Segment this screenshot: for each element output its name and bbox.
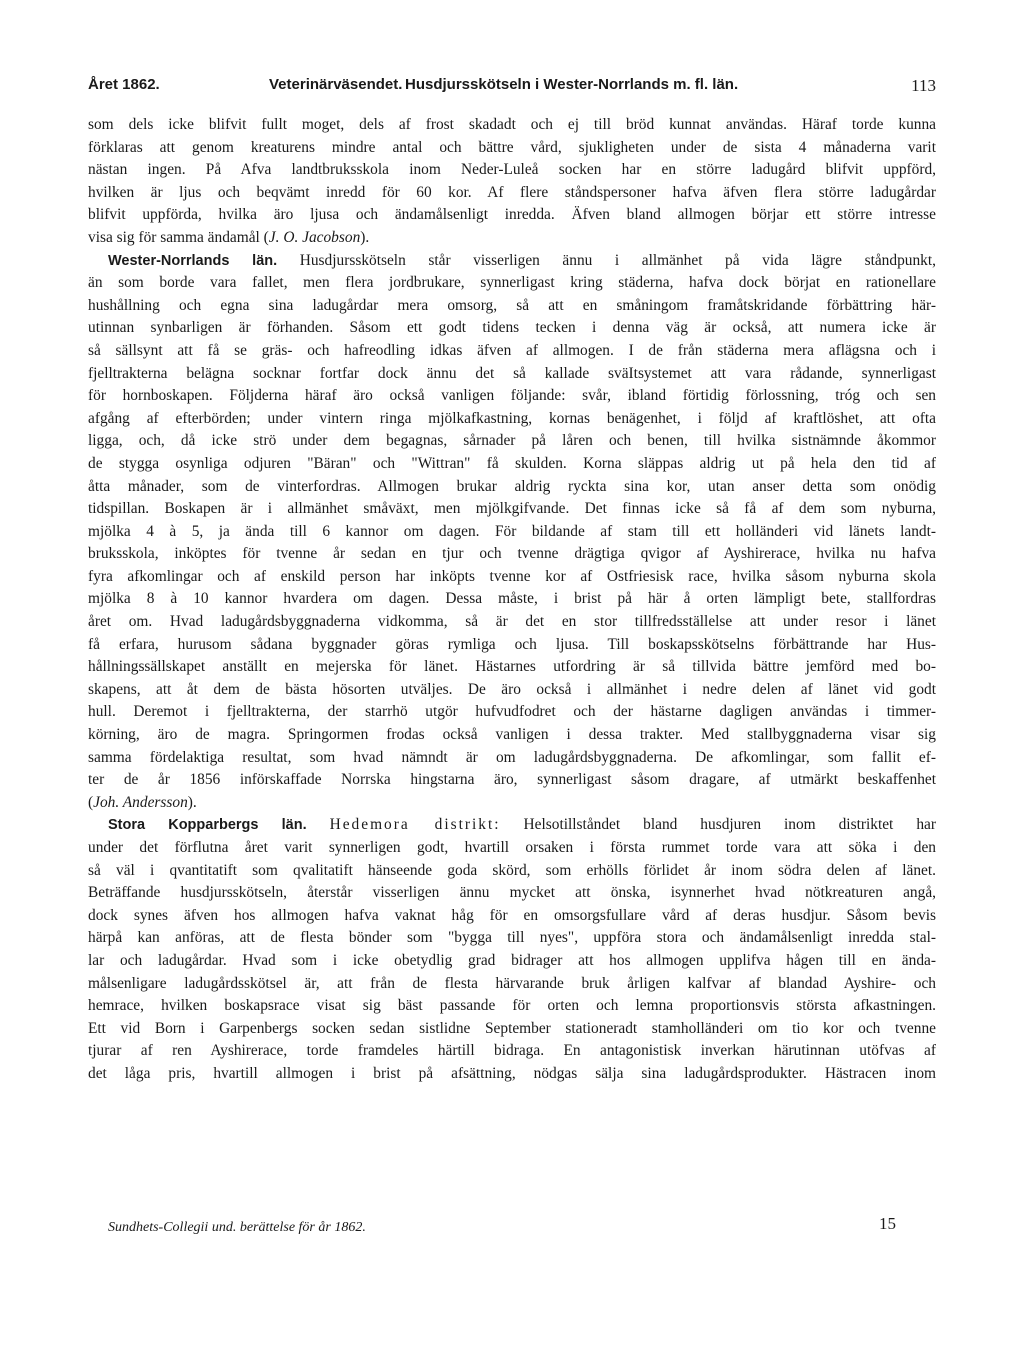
text-line: än som borde vara fallet, men flera jordbrukare, synnerligast kring städerna, hafva dock börjat en rationellare xyxy=(88,274,936,292)
section-heading-line xyxy=(88,814,936,837)
text-segment: ). xyxy=(360,228,370,246)
text-line: under det förflutna året varit synnerligen godt, hvartill orsaken i första rummet torde vara att söka i den xyxy=(88,839,936,856)
header-section: Veterinärväsendet. xyxy=(269,76,403,93)
section-heading: Wester-Norrlands län. xyxy=(108,252,278,269)
district-heading: Hedemora distrikt: xyxy=(329,816,501,834)
text-line: körning, äro de magra. Springormen frodas också vanligen i dessa trakter. Med stallbyggnaderna visar sig xyxy=(88,726,936,744)
text-segment: Husdjursskötseln står visserligen ännu i allmänhet på vida lägre ståndpunkt, xyxy=(299,251,936,269)
text-line: utinnan synbarligen är förhanden. Såsom ett godt tidens tecken i denna väg är också, att numera icke är xyxy=(88,319,936,337)
section-heading-line xyxy=(88,250,936,273)
text-line: hvilken är ljus och beqvämt inredd för 60 kor. Af flere ståndspersoner hafva äfven flera större ladugårdar xyxy=(88,183,936,201)
body-text xyxy=(88,114,936,1086)
text-line: samma fördelaktiga resultat, som hvad nämndt är om ladugårdsbyggnaderna. De afkomlingar, som fallit ef- xyxy=(88,748,936,766)
text-line: som dels icke blifvit fullt moget, dels af frost skadadt och ej till bröd kunnat användas. Häraf torde kunna xyxy=(88,116,936,133)
text-line: hushållning och egna sina ladugårdar mera omsorg, så att en småningom framåtskridande förbättring här- xyxy=(88,296,936,314)
text-line: ter de år 1856 införskaffade Norrska hingstarna äro, synnerligast såsom dragare, af utmärkt beskaffenhet xyxy=(88,771,936,789)
text-line: mjölka 8 à 10 kannor hvardera om dagen. Dessa måste, i brist på här å orten lämpligt bete, stallfordras xyxy=(88,590,936,608)
text-line xyxy=(88,792,936,815)
text-line: så väl i qvantitatift som qvalitatift hänseende goda skörd, som erhölls förlidet år inom södra delen af länet. xyxy=(88,861,936,879)
page-footer xyxy=(88,1214,936,1236)
text-line: de stygga osynliga odjuren "Bäran" och "Wittran" få skulden. Korna släppas aldrig ut på hela den tid af xyxy=(88,454,936,472)
text-line: förklaras att genom kreaturens mindre antal och bättre vård, sjukligheten under de sista 4 månaderna varit xyxy=(88,138,936,156)
text-line: Beträffande husdjursskötseln, återstår visserligen ännu mycket att önska, isynnerhet hvad nötkreaturen angå, xyxy=(88,884,936,902)
page-header xyxy=(88,76,936,100)
text-line: dock synes äfven hos allmogen hafva vaknat håg för en omsorgsfullare vård af deras husdjur. Såsom bevis xyxy=(88,906,936,924)
header-year: Året 1862. xyxy=(88,76,160,93)
text-segment: Helsotillståndet bland husdjuren inom distriktet har xyxy=(523,816,936,834)
section-heading: Stora Kopparbergs län. xyxy=(108,817,307,834)
text-line: tidspillan. Boskapen är i allmänhet småväxt, men mjölkgifvande. Det finnas icke så få af dem som nyburna, xyxy=(88,500,936,518)
header-title: Husdjursskötseln i Wester-Norrlands m. fl. län. xyxy=(405,76,739,93)
text-line: hull. Deremot i fjelltrakterna, der starrhö utgör hufvudfodret och der hästarne dagligen användas i timmer- xyxy=(88,703,936,721)
text-segment: visa sig för samma ändamål ( xyxy=(88,228,269,246)
text-line: fjelltrakterna belägna socknar fortfar dock ännu det så kallade sväItsystemet att vara rådande, synnerligast xyxy=(88,364,936,382)
text-line: hemrace, hvilken boskapsrace visat sig bäst passande för orten och lemna proportionsvis största afkastningen. xyxy=(88,997,936,1015)
text-line: hållningssällskapet anställt en mejerska för länet. Hästarnes utfordring är så tillvida bättre jemförd med bo- xyxy=(88,658,936,676)
text-line: få erfara, hurusom sådana byggnader göras rymliga och ljusa. Till boskapsskötselns förbättrande har Hus- xyxy=(88,635,936,653)
text-line: skapens, att åt dem de bästa hösorten utväljes. De äro också i allmänhet i nedre delen af länet vid godt xyxy=(88,680,936,698)
text-line: Ett vid Born i Garpenbergs socken sedan sistlidne September stationeradt stamholländeri om tio kor och tvenne xyxy=(88,1019,936,1037)
text-line: lar och ladugårdar. Hvad som i icke obetydlig grad bidrager att hos allmogen upplifva hågen till en ända- xyxy=(88,951,936,969)
text-line: fyra afkomlingar och af enskild person har inköpts tvenne kor af Ostfriesisk race, hvilka såsom nyburna skola xyxy=(88,567,936,585)
text-line: bruksskola, inköptes för tvenne år sedan en tjur och tvenne drägtiga qvigor af Ayshirerace, hvilka nu hafva xyxy=(88,545,936,563)
text-line: blifvit uppförda, hvilka äro ljusa och ändamålsenligt inredda. Äfven bland allmogen börjar ett större intresse xyxy=(88,206,936,224)
author-name: J. O. Jacobson xyxy=(268,228,361,246)
signature-mark: 15 xyxy=(879,1214,896,1233)
text-segment: ( xyxy=(88,793,94,811)
text-line: nästan ingen. På Afva landtbruksskola inom Neder-Luleå socken har en större ladugård blifvit uppförd, xyxy=(88,161,936,179)
text-line: ligga, och, då icke strö under dem begagnas, sårnader på låren och benen, till hvilka sistnämnde åkommor xyxy=(88,432,936,450)
text-line: för hornboskapen. Följderna häraf äro också vanligen följande: svår, ibland förtidig förlossning, tróg och sen xyxy=(88,387,936,405)
text-segment: ). xyxy=(187,793,197,811)
text-line: afgång af efterbörden; under vintern ringa mjölkafkastning, kornas benägenhet, i följd af kraftlöshet, att ofta xyxy=(88,409,936,427)
author-name: Joh. Andersson xyxy=(93,793,188,811)
text-line: mjölka 4 à 5, ja ända till 6 kannor om dagen. För bildande af stam till ett holländeri vid länets landt- xyxy=(88,522,936,540)
text-line: tjurar af ren Ayshirerace, torde framdeles härtill bidraga. En antagonistisk inverkan härutinnan utöfvas af xyxy=(88,1042,936,1060)
text-line: härpå kan anföras, att de flesta bönder som "bygga till nyes", uppföra stora och ändamålsenligt inredda stal- xyxy=(88,929,936,947)
text-line: åtta månader, som de vinterfordras. Allmogen brukar aldrig ryckta sina kor, utan anser detta som onödig xyxy=(88,477,936,495)
text-line: målsenligare ladugårdsskötsel är, att från de flesta härvarande bruk årligen kalfvar af blandad Ayshire- och xyxy=(88,974,936,992)
page-number: 113 xyxy=(911,76,936,95)
text-line: så sällsynt att få se gräs- och hafreodling idkas äfven af allmogen. I de från städerna mera aflägsna och i xyxy=(88,341,936,359)
text-line: det låga pris, hvartill allmogen i brist på afsättning, nödgas sälja sina ladugårdsprodukter. Hästracen inom xyxy=(88,1064,936,1082)
footer-source: Sundhets-Collegii und. berättelse för år 1862. xyxy=(108,1220,366,1235)
text-line: året om. Hvad ladugårdsbyggnaderna vidkomma, så är det en stor tillfredsställelse att under resor i länet xyxy=(88,613,936,631)
text-line xyxy=(88,227,936,250)
